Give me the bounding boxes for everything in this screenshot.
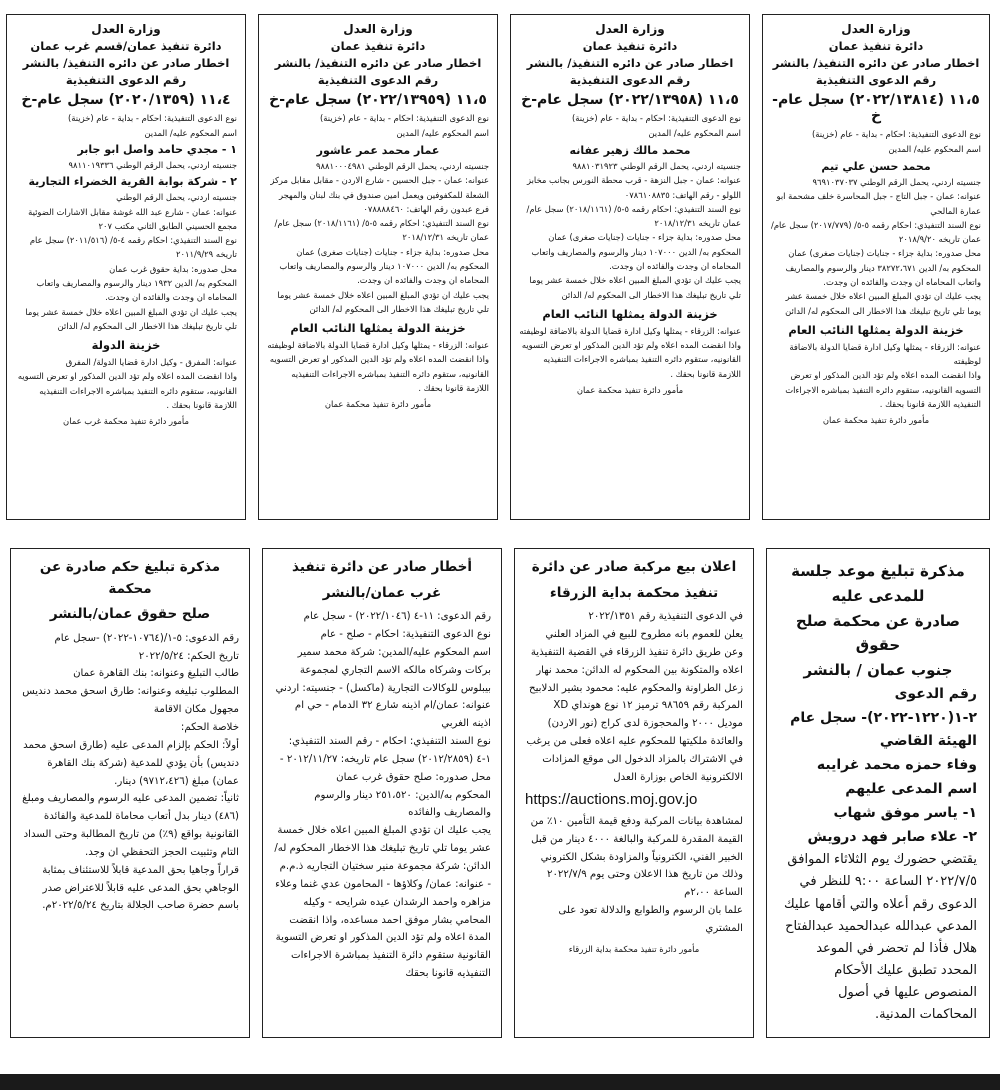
defendant: ١- ياسر موفق شهاب: [833, 804, 977, 821]
detail: يجب عليك ان تؤدي المبلغ المبين اعلاه خلال خمسة عشر يوما تلي تاريخ تبليغك هذا الاخطار الى المحكوم له/ الدائن: [277, 289, 489, 314]
case-type: نوع الدعوى التنفيذية: احكام - بداية - عام (خزينة): [319, 113, 489, 124]
detail: نوع السند التنفيذي: احكام رقمه ٥-٥/ (٢٠١٨/١١٦١) سجل عام/ عمان تاريخه ٢٠١٨/١٢/٣١: [526, 203, 741, 229]
notice-vehicle-auction: [514, 548, 754, 1038]
ministry: وزارة العدل: [841, 22, 911, 36]
title-line: غرب عمان/بالنشر: [322, 584, 442, 601]
detail: يجب عليك ان تؤدي المبلغ المبين اعلاه خلال خمسة عشر يوما تلي تاريخ تبليغك هذا الاخطار الى المحكوم له/ الدائن: [785, 291, 981, 316]
paragraph: قراراً وجاهيا بحق المدعية قابلاً للاستئناف بمثابة الوجاهي بحق المدعى عليه قابلاً للاعتراض صدر باسم حضرة صاحب الجلالة بتاريخ ٢٠٢٢/٥/٢٤م.: [42, 864, 239, 912]
title-line: تنفيذ محكمة بداية الزرقاء: [549, 584, 719, 601]
debtor-name: ١ - مجدي حامد واصل ابو جابر: [77, 142, 237, 156]
auction-paragraph: المركبة رقم ٩٨٦٥٩ ترميز ١٢ نوع هونداي XD موديل ٢٠٠٠ والمحجوزة لدى كراج (نور الاردن) والعائدة ملكيتها للمحكوم عليه اعلاه فعلى من يرغب في الاشتراك بالمزاد الدخول الى موقع المزادات الالكترونية الخاص بوزارة العدل: [526, 700, 743, 783]
notice-amman-13814: [762, 14, 990, 520]
paragraph: خلاصة الحكم:: [180, 722, 239, 733]
ministry: وزارة العدل: [91, 22, 161, 36]
department: دائرة تنفيذ عمان: [330, 39, 426, 54]
hearing-body: يقتضي حضورك يوم الثلاثاء الموافق ٢٠٢٢/٧/٥ الساعة ٩:٠٠ للنظر في الدعوى رقم أعلاه والتي أقامها عليك المدعي عبدالله عبدالحميد عبدالفتاح هلال فأذا لم تحضر في الموعد المحدد تطبق عليك الأحكام المنصوص عليها في أصول المحاكمات المدنية.: [783, 852, 977, 1022]
case-number: ١١،٥ (٢٠٢٢/١٣٩٥٩) سجل عام-خ: [269, 92, 487, 109]
notice-amman-13958: [510, 14, 750, 520]
detail: جنسيته اردني، يحمل الرقم الوطني: [116, 192, 237, 203]
detail: عنوانه: عمان - جبل النزهة - قرب محطة النورس بجانب مخابز اللولو - رقم الهاتف: ٠٧٨٦١٠٨٨٣٥: [526, 175, 741, 200]
subheading: رقم الدعوى التنفيذية: [317, 72, 439, 87]
detail: جنسيته اردني، يحمل الرقم الوطني ٩٨٨١٠٠٠٤٩٨١: [315, 160, 489, 171]
paragraph: يجب عليك ان تؤدي المبلغ المبين اعلاه خلال خمسة عشر يوما تلي تاريخ تبليغك هذا الاخطار المحكوم له/الدائن: شركة مجموعة منير سختيان التجاريه ذ.م.م - عنوانه: عمان/ وكلاؤها - المحامون عدي غنما وعلاء مزاهره واحمد الرشدان عيده شرايحه - وكيله المحامي بشار موفق احمد مساعده، واذا انقضت المدة اعلاه ولم تؤد الدين المذكور او تعرض التسوية القانونية ستقوم دائرة التنفيذ بمباشرة الاجراءات التنفيذيه قانونا بحقك: [274, 825, 491, 980]
ministry: وزارة العدل: [343, 22, 413, 36]
title-line: مذكرة تبليغ حكم صادرة عن محكمة: [39, 559, 221, 597]
notice-judgment-summons: [10, 548, 250, 1038]
detail: نوع السند التنفيذي: احكام رقمه ٤-٥/ (٢٠١١/٥١٦) سجل عام تاريخه ٢٠١١/٩/٢٩: [29, 235, 237, 260]
paragraph: المحكوم به/الدين: ٢٥١،٥٢٠ دينار والرسوم والمصاريف والفائده: [314, 789, 491, 819]
detail: المحكوم به/ الدين ١٠٧٠٠٠ دينار والرسوم والمصاريف واتعاب المحاماه ان وجدت والفائده ان وجدت.: [531, 246, 741, 271]
case-type: نوع الدعوى التنفيذية: احكام - بداية - عام (خزينة): [67, 113, 237, 124]
debtor-label: اسم المحكوم عليه/ المدين: [888, 143, 981, 154]
paragraph: المطلوب تبليغه وعنوانه: طارق اسحق محمد دنديس: [22, 686, 239, 698]
notice-hearing-summons: [766, 548, 990, 1038]
judge-name: وفاء حمزه محمد غرايبه: [816, 757, 977, 774]
title-line: جنوب عمان / بالنشر: [803, 661, 953, 679]
debtor-name: محمد مالك زهير عفانه: [569, 143, 691, 157]
defendant: ٢- علاء صابر فهد درويش: [807, 828, 977, 845]
heading: اخطار صادر عن دائره التنفيذ/ بالنشر: [274, 56, 482, 71]
page-footer-bar: [0, 1074, 1000, 1090]
creditor-detail: عنوانه: الزرقاء - يمثلها وكيل ادارة قضايا الدولة بالاضافة لوظيفته: [267, 340, 489, 351]
signoff: مأمور دائرة تنفيذ محكمة عمان: [576, 384, 684, 395]
detail: نوع السند التنفيذي: احكام رقمه ٥-٥/ (٢٠١٨/١١٦١) سجل عام/ عمان تاريخه ٢٠١٨/١٢/٣١: [274, 218, 489, 243]
detail: نوع السند التنفيذي: احكام رقمه ٥-٥/ (٢٠١٧/٧٧٩) سجل عام/ عمان تاريخه ٢٠١٨/٩/٢٠: [771, 219, 981, 245]
paragraph: رقم الدعوى: ١١-٤ (٢٠٢٢/١٠٤٦) - سجل عام: [303, 611, 491, 623]
notice-west-amman-execution: [262, 548, 502, 1038]
detail: محل صدوره: بداية حقوق غرب عمان: [109, 263, 237, 274]
department: دائرة تنفيذ عمان: [828, 39, 924, 54]
auction-paragraph: علما بان الرسوم والطوابع والدلالة تعود على المشتري: [558, 905, 743, 934]
detail: يجب عليك ان تؤدي المبلغ المبين اعلاه خلال خمسة عشر يوما تلي تاريخ تبليغك هذا الاخطار الى المحكوم له/ الدائن: [529, 275, 741, 300]
case-number: ١١،٥ (٢٠٢٢/١٣٨١٤) سجل عام-خ: [772, 92, 980, 125]
debtor-name: محمد حسن علي تيم: [821, 159, 931, 173]
debtor-name-2: ٢ - شركة بوابة القرية الخضراء التجارية: [28, 175, 237, 189]
heading: اخطار صادر عن دائره التنفيذ/ بالنشر: [22, 56, 230, 71]
auction-site-link[interactable]: https://auctions.moj.gov.jo: [525, 790, 698, 808]
signoff: مأمور دائرة تنفيذ محكمة عمان: [324, 399, 432, 410]
paragraph: أولاً: الحكم بإلزام المدعى عليه (طارق اسحق محمد دنديس) بأن يؤدي للمدعية (شركة بنك القاهرة عمان) مبلغ (٩٧١٢،٤٢٦) دينار.: [23, 739, 239, 787]
creditor-detail: عنوانه: الزرقاء - يمثلها وكيل ادارة قضايا الدولة بالاضافة لوظيفته: [519, 325, 741, 336]
creditor-detail: عنوانه: الزرقاء - يمثلها وكيل ادارة قضايا الدولة بالاضافة لوظيفته: [789, 341, 981, 367]
case-type: نوع الدعوى التنفيذية: احكام - بداية - عام (خزينة): [811, 129, 981, 140]
title-line: للمدعى عليه: [831, 586, 925, 605]
paragraph: رقم الدعوى: ٥-١/(١٠٧٦٤-٢٠٢٢) -سجل عام: [54, 632, 239, 644]
paragraph: عنوانه: عمان/ام اذينه شارع ٣٢ الدمام - حي ام اذينه الغربي: [294, 700, 491, 730]
case-type: نوع الدعوى التنفيذية: احكام - بداية - عام (خزينة): [571, 113, 741, 124]
auction-paragraph: لمشاهدة بيانات المركبة ودفع قيمة التأمين ١٠٪ من القيمة المقدرة للمركبة والبالغة ٤٠٠٠ دينار من قبل الخبير الفني، الكترونياً والمزاودة بشكل الكتروني وذلك من تاريخ هذا الاعلان وحتى يوم ٢٠٢٢/٧/٩ الساعة ٢،٠٠م: [530, 815, 743, 899]
title-line: اعلان بيع مركبة صادر عن دائرة: [531, 559, 737, 575]
paragraph: نوع السند التنفيذي: احكام - رقم السند التنفيذي: ١-٤ (٢٠١٢/٢٨٥٩) سجل عام تاريخه: ٢٠١٢/١١/٢٧ - محل صدوره: صلح حقوق غرب عمان: [279, 736, 491, 783]
notice-west-amman-1359: [6, 14, 246, 520]
case-line: رقم الدعوى ٢-١(١٢٢٠-٢٠٢٢)- سجل عام: [790, 685, 977, 726]
auction-paragraph: يعلن للعموم بانه مطروح للبيع في المزاد العلني وعن طريق دائرة تنفيذ الزرقاء في القضية التنفيذية اعلاه والمتكونة بين المحكوم له الدائن: محمد نهار زعل الطراونة والمحكوم عليه: محمود بشير الدلابيح: [529, 629, 743, 694]
department: دائرة تنفيذ عمان: [582, 39, 678, 54]
detail: المحكوم به/ الدين ٣٨٢٧٢،٦٧١ دينار والرسوم والمصاريف واتعاب المحاماه ان وجدت والفائده ان وجدت.: [785, 262, 981, 287]
creditor-detail: واذا انقضت المده اعلاه ولم تؤد الدين المذكور او تعرض التسويه القانونيه، ستقوم دائره التنفيذ بمباشره الاجراءات التنفيذيه اللازمة قانونا بحقك .: [269, 354, 489, 393]
notice-amman-13959: [258, 14, 498, 520]
debtor-label: اسم المحكوم عليه/ المدين: [396, 127, 489, 138]
debtor-label: اسم المحكوم عليه/ المدين: [144, 127, 237, 138]
title-line: أخطار صادر عن دائرة تنفيذ: [292, 559, 472, 575]
creditor-detail: واذا انقضت المده اعلاه ولم تؤد الدين المذكور او تعرض التسويه القانونيه، ستقوم دائره التنفيذ بمباشره الاجراءات التنفيذيه اللازمة قانونا بحقك .: [17, 371, 237, 410]
creditor-detail: واذا انقضت المده اعلاه ولم تؤد الدين المذكور او تعرض التسويه القانونيه، ستقوم دائره التنفيذ بمباشره الاجراءات التنفيذيه اللازمة قانونا بحقك .: [785, 370, 981, 409]
defendants-label: اسم المدعى عليهم: [845, 780, 977, 797]
subheading: رقم الدعوى التنفيذية: [569, 72, 691, 87]
debtor-label: اسم المحكوم عليه/ المدين: [648, 127, 741, 138]
creditor-name: خزينة الدولة يمثلها النائب العام: [290, 321, 466, 336]
detail: عنوانه: عمان - شارع عبد الله غوشة مقابل الاشارات الضوئية مجمع الحسيني الطابق الثاني مكتب ٢٠٧: [28, 206, 237, 231]
detail: يجب عليك ان تؤدي المبلغ المبين اعلاه خلال خمسة عشر يوما تلي تاريخ تبليغك هذا الاخطار الى المحكوم له/ الدائن: [25, 306, 237, 331]
detail: جنسيته اردني، يحمل الرقم الوطني ٩٦٩١٠٣٧٠٣٧: [812, 176, 981, 187]
paragraph: اسم المحكوم عليه/المدين: شركة محمد سمير بركات وشركاه مالكه الاسم التجاري لمجموعة بيبلوس للوكالات التجارية (ماكسل) - جنسيته: اردني: [275, 646, 491, 694]
signoff: مأمور دائرة تنفيذ محكمة غرب عمان: [63, 416, 189, 427]
case-number: ١١،٥ (٢٠٢٢/١٣٩٥٨) سجل عام-خ: [521, 92, 739, 109]
title-line: صلح حقوق عمان/بالنشر: [49, 606, 211, 623]
title-line: مذكرة تبليغ موعد جلسة: [791, 562, 965, 580]
detail: عنوانه: عمان - جبل التاج - جبل المحاسرة خلف مشحمة ابو عمارة المالحي: [776, 191, 981, 216]
detail: جنسيته اردني، يحمل الرقم الوطني ٩٨٨١٠٣١٩٢٣: [572, 160, 741, 171]
signoff: مأمور دائرة تنفيذ محكمة بداية الزرقاء: [568, 943, 700, 954]
heading: اخطار صادر عن دائره التنفيذ/ بالنشر: [772, 56, 980, 71]
subheading: رقم الدعوى التنفيذية: [65, 72, 187, 87]
paragraph: نوع الدعوى التنفيذية: احكام - صلح - عام: [320, 629, 491, 641]
paragraph: طالب التبليغ وعنوانه: بنك القاهرة عمان: [73, 668, 239, 680]
detail: عنوانه: عمان - جبل الحسين - شارع الاردن - مقابل مقابل مركز الشعلة للمكفوفين ويعمل امين صندوق في بنك لبنان والمهجر فرع عبدون رقم الهاتف: ٠٧٨٨٨٨٤٦٠: [270, 175, 489, 214]
case-number: ١١،٤ (٢٠٢٠/١٣٥٩) سجل عام-خ: [21, 92, 231, 109]
detail: المحكوم به/ الدين ١٠٧٠٠٠ دينار والرسوم والمصاريف واتعاب المحاماه ان وجدت والفائده ان وجدت.: [279, 260, 489, 286]
signoff: مأمور دائرة تنفيذ محكمة عمان: [822, 415, 930, 426]
paragraph: ثانياً: تضمين المدعى عليه الرسوم والمصاريف ومبلغ (٤٨٦) دينار بدل أتعاب محاماة للمدعية والفائدة القانونية بواقع (٩٪) من تاريخ المطالبة وحتى السداد التام وتثبيت الحجز التحفظي ان وجد.: [22, 793, 239, 858]
paragraph: تاريخ الحكم: ٢٠٢٢/٥/٢٤: [138, 650, 239, 662]
creditor-name: خزينة الدولة يمثلها النائب العام: [788, 322, 964, 337]
creditor-detail: عنوانه: المفرق - وكيل ادارة قضايا الدولة/ المفرق: [65, 357, 237, 368]
heading: اخطار صادر عن دائره التنفيذ/ بالنشر: [526, 56, 734, 71]
subheading: رقم الدعوى التنفيذية: [815, 72, 937, 87]
detail: جنسيته اردني، يحمل الرقم الوطني ٩٨١١٠١٩٣٣٦: [68, 159, 237, 170]
detail: محل صدوره: بداية جزاء - جنايات (جنايات صغرى) عمان: [548, 232, 741, 243]
detail: محل صدوره: بداية جزاء - جنايات (جنايات صغرى) عمان: [296, 246, 489, 257]
creditor-detail: واذا انقضت المده اعلاه ولم تؤد الدين المذكور او تعرض التسويه القانونيه، ستقوم دائره التنفيذ بمباشره الاجراءات التنفيذيه اللازمة قانونا بحقك .: [521, 340, 741, 379]
debtor-name: عمار محمد عمر عاشور: [316, 143, 440, 157]
paragraph: مجهول مكان الاقامة: [153, 704, 239, 716]
auction-paragraph: في الدعوى التنفيذية رقم ٢٠٢٢/١٣٥١: [588, 611, 743, 623]
creditor-name: خزينة الدولة: [91, 338, 161, 353]
department: دائرة تنفيذ عمان/قسم غرب عمان: [30, 39, 222, 54]
creditor-name: خزينة الدولة يمثلها النائب العام: [542, 306, 718, 321]
ministry: وزارة العدل: [595, 22, 665, 36]
title-line: صادرة عن محكمة صلح حقوق: [795, 611, 961, 655]
detail: المحكوم به/ الدين ١٩٣٢ دينار والرسوم والمصاريف واتعاب المحاماه ان وجدت والفائده ان وجدت.: [36, 277, 237, 303]
panel-label: الهيئة القاضي: [879, 733, 977, 750]
detail: محل صدوره: بداية جزاء - جنايات (جنايات صغرى) عمان: [788, 248, 981, 259]
